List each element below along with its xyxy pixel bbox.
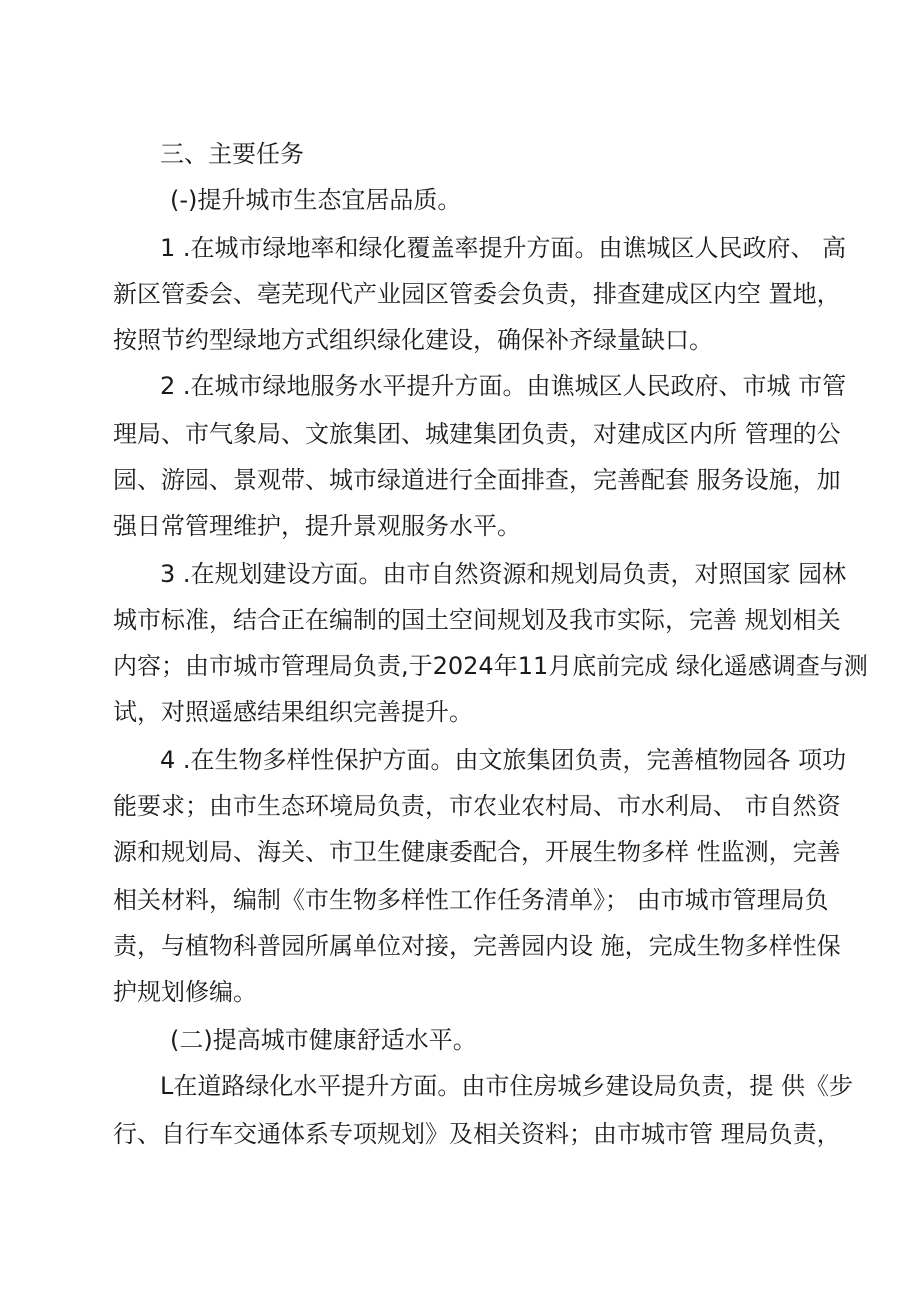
paragraph-line: 理局、市气象局、文旅集团、城建集团负责，对建成区内所 管理的公 bbox=[113, 420, 841, 448]
paragraph-line: 内容；由市城市管理局负责,于2024年11月底前完成 绿化遥感调查与测 bbox=[113, 652, 868, 680]
paragraph-line: 相关材料，编制《市生物多样性工作任务清单》； 由市城市管理局负 bbox=[113, 886, 829, 914]
paragraph-line: 1 .在城市绿地率和绿化覆盖率提升方面。由谯城区人民政府、 高 bbox=[160, 234, 847, 262]
paragraph-line: 强日常管理维护，提升景观服务水平。 bbox=[113, 512, 521, 540]
paragraph-line: 行、自行车交通体系专项规划》及相关资料；由市城市管 理局负责， bbox=[113, 1120, 841, 1148]
paragraph-line: 2 .在城市绿地服务水平提升方面。由谯城区人民政府、市城 市管 bbox=[160, 372, 847, 400]
paragraph-line: 试，对照遥感结果组织完善提升。 bbox=[113, 698, 473, 726]
paragraph-line: 护规划修编。 bbox=[113, 978, 257, 1006]
paragraph-line: 园、游园、景观带、城市绿道进行全面排查，完善配套 服务设施，加 bbox=[113, 466, 841, 494]
paragraph-line: 按照节约型绿地方式组织绿化建设，确保补齐绿量缺口。 bbox=[113, 326, 713, 354]
paragraph-line: 责，与植物科普园所属单位对接，完善园内设 施，完成生物多样性保 bbox=[113, 932, 841, 960]
subsection-heading-1: (-)提升城市生态宜居品质。 bbox=[170, 186, 462, 214]
paragraph-line: 城市标准，结合正在编制的国土空间规划及我市实际，完善 规划相关 bbox=[113, 606, 841, 634]
paragraph-line: 能要求；由市生态环境局负责，市农业农村局、市水利局、 市自然资 bbox=[113, 792, 841, 820]
paragraph-line: 新区管委会、亳芜现代产业园区管委会负责，排查建成区内空 置地， bbox=[113, 280, 841, 308]
paragraph-line: L在道路绿化水平提升方面。由市住房城乡建设局负责，提 供《步 bbox=[160, 1072, 853, 1100]
paragraph-line: 源和规划局、海关、市卫生健康委配合，开展生物多样 性监测，完善 bbox=[113, 838, 841, 866]
section-title: 三、主要任务 bbox=[160, 140, 304, 168]
subsection-heading-2: (二)提高城市健康舒适水平。 bbox=[170, 1026, 477, 1054]
paragraph-line: 3 .在规划建设方面。由市自然资源和规划局负责，对照国家 园林 bbox=[160, 560, 847, 588]
paragraph-line: 4 .在生物多样性保护方面。由文旅集团负责，完善植物园各 项功 bbox=[160, 746, 847, 774]
